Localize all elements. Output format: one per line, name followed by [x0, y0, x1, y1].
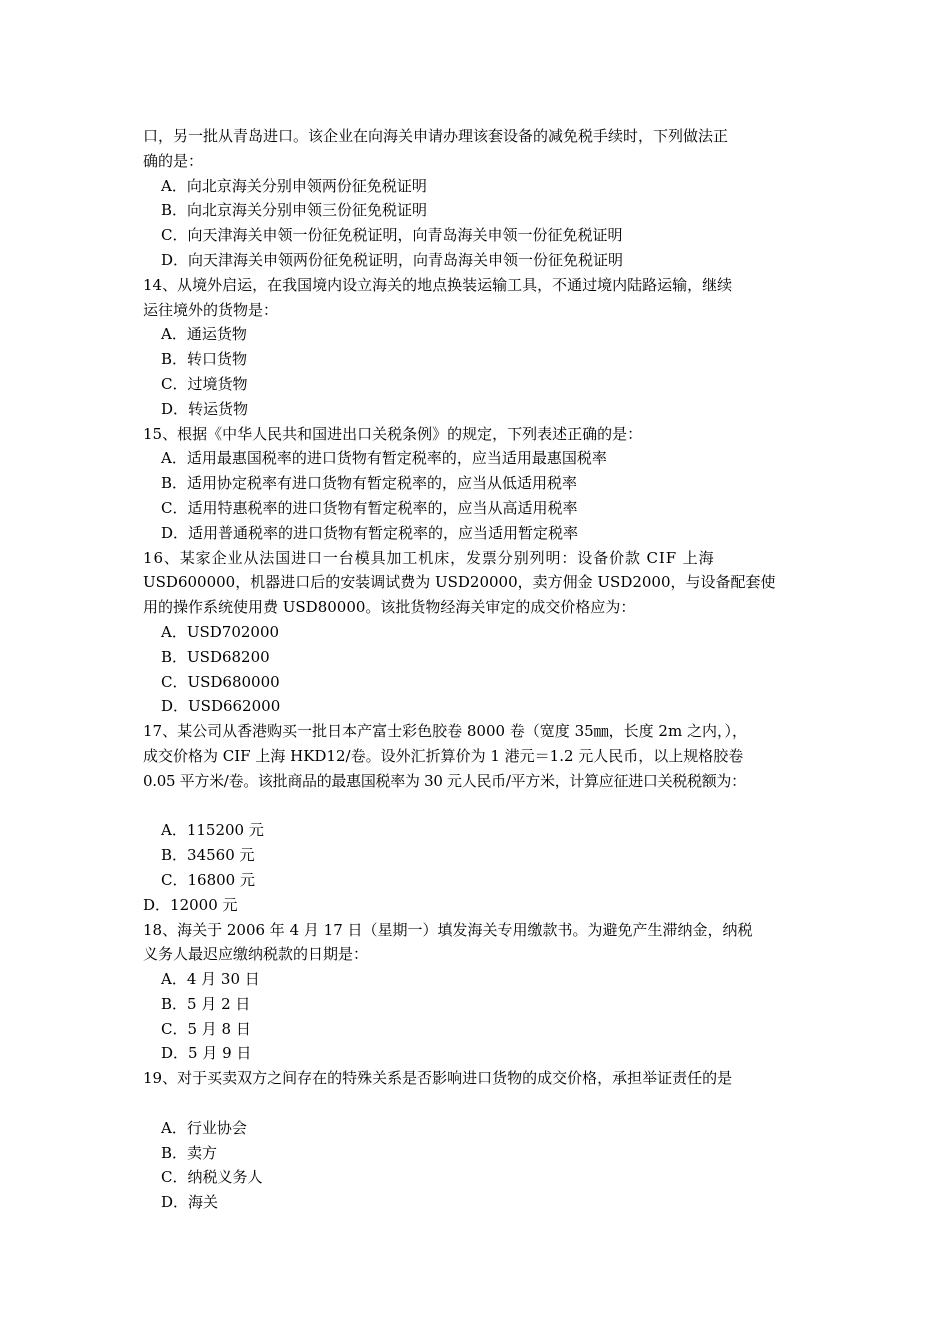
q18-stem-line1: 18、海关于 2006 年 4 月 17 日（星期一）填发海关专用缴款书。为避免产生滞纳金，纳税 — [143, 920, 753, 939]
q17-option-c: C．16800 元 — [161, 870, 255, 889]
q15-option-b: B．适用协定税率有进口货物有暂定税率的，应当从低适用税率 — [161, 474, 578, 493]
q19-option-d: D．海关 — [161, 1193, 219, 1212]
q13-option-b: B．向北京海关分别申领三份征免税证明 — [161, 201, 428, 220]
q16-stem-line3: 用的操作系统使用费 USD80000。该批货物经海关审定的成交价格应为： — [143, 598, 636, 617]
q19-stem-line1: 19、对于买卖双方之间存在的特殊关系是否影响进口货物的成交价格，承担举证责任的是 — [143, 1069, 733, 1088]
document-content — [143, 124, 811, 1215]
q13-stem-line2: 确的是： — [143, 151, 204, 170]
q13-option-c: C．向天津海关申领一份征免税证明，向青岛海关申领一份征免税证明 — [161, 226, 623, 245]
q16-option-c: C．USD680000 — [161, 672, 280, 691]
q14-option-d: D．转运货物 — [161, 399, 249, 418]
q18-option-a: A．4 月 30 日 — [161, 970, 260, 989]
q18-option-b: B．5 月 2 日 — [161, 994, 251, 1013]
q16-stem-line2: USD600000，机器进口后的安装调试费为 USD20000，卖方佣金 USD2000，与设备配套使 — [143, 573, 776, 592]
q15-option-a: A．适用最惠国税率的进口货物有暂定税率的，应当适用最惠国税率 — [161, 449, 607, 468]
q18-option-c: C．5 月 8 日 — [161, 1019, 251, 1038]
q17-option-b: B．34560 元 — [161, 846, 255, 865]
q14-stem-line2: 运往境外的货物是： — [143, 300, 279, 319]
q16-stem-line1: 16、某家企业从法国进口一台模具加工机床，发票分别列明：设备价款 CIF 上海 — [143, 548, 715, 567]
q16-option-d: D．USD662000 — [161, 697, 281, 716]
q19-option-b: B．卖方 — [161, 1143, 218, 1162]
q19-option-c: C．纳税义务人 — [161, 1168, 263, 1187]
q17-stem-line3: 0.05 平方米/卷。该批商品的最惠国税率为 30 元人民币/平方米，计算应征进口关税税额为： — [143, 771, 746, 790]
blank-line — [143, 1091, 811, 1116]
q14-option-c: C．过境货物 — [161, 374, 248, 393]
q17-stem-line2: 成交价格为 CIF 上海 HKD12/卷。设外汇折算价为 1 港元＝1.2 元人民币，以上规格胶卷 — [143, 746, 744, 765]
blank-line — [143, 794, 811, 819]
q19-option-a: A．行业协会 — [161, 1118, 247, 1137]
q16-option-b: B．USD68200 — [161, 647, 270, 666]
q18-option-d: D．5 月 9 日 — [161, 1044, 252, 1063]
q15-option-c: C．适用特惠税率的进口货物有暂定税率的，应当从高适用税率 — [161, 498, 578, 517]
q14-option-a: A．通运货物 — [161, 325, 247, 344]
q18-stem-line2: 义务人最迟应缴纳税款的日期是： — [143, 945, 369, 964]
q13-option-a: A．向北京海关分别申领两份征免税证明 — [161, 176, 427, 195]
q14-option-b: B．转口货物 — [161, 350, 248, 369]
q15-stem-line1: 15、根据《中华人民共和国进出口关税条例》的规定，下列表述正确的是： — [143, 424, 643, 443]
q16-option-a: A．USD702000 — [161, 622, 280, 641]
q17-stem-line1: 17、某公司从香港购买一批日本产富士彩色胶卷 8000 卷（宽度 35㎜，长度 2m 之内，）， — [143, 722, 747, 741]
q13-stem-line1: 口，另一批从青岛进口。该企业在向海关申请办理该套设备的减免税手续时，下列做法正 — [143, 127, 729, 145]
q13-option-d: D．向天津海关申领两份征免税证明，向青岛海关申领一份征免税证明 — [161, 250, 624, 269]
q14-stem-line1: 14、从境外启运，在我国境内设立海关的地点换装运输工具，不通过境内陆路运输，继续 — [143, 275, 733, 294]
q17-option-a: A．115200 元 — [161, 821, 264, 840]
q15-option-d: D．适用普通税率的进口货物有暂定税率的，应当适用暂定税率 — [161, 523, 579, 542]
q17-option-d: D．12000 元 — [143, 895, 238, 914]
